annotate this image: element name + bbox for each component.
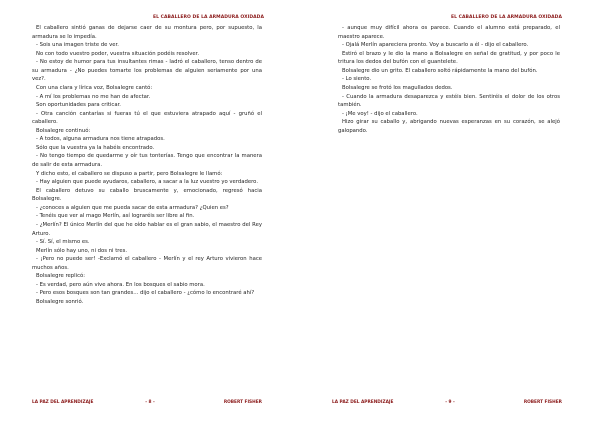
paragraph: Bolsalegre sonrió. <box>36 299 84 305</box>
page-number: - 8 - <box>145 400 155 405</box>
paragraph: - ¡Me voy! - dijo el caballero. <box>342 110 418 117</box>
paragraph: - Lo siento. <box>342 76 372 83</box>
running-header: EL CABALLERO DE LA ARMADURA OXIDADA <box>153 15 264 20</box>
paragraph: El caballero detuvo su caballo bruscamente y, emocionado, regresó hacia Bolsalegre. <box>32 187 262 203</box>
paragraph: Con una clara y lírica voz, Bolsalegre cantó: <box>36 84 153 91</box>
paragraph: Bolsalegre dio un grito. El caballero soltó rápidamente la mano del bufón. <box>342 67 538 74</box>
paragraph: Bolsalegre replicó: <box>36 273 86 280</box>
paragraph: Bolsalegre se frotó los magullados dedos. <box>342 84 453 91</box>
paragraph: Merlín sólo hay uno, ni dos ni tres. <box>36 247 128 254</box>
paragraph: - Sois una imagen triste de ver. <box>36 42 119 49</box>
paragraph: - A todos, alguna armadura nos tiene atrapados. <box>36 136 165 143</box>
footer-book-title: LA PAZ DEL APRENDIZAJE <box>32 400 94 405</box>
footer-book-title: LA PAZ DEL APRENDIZAJE <box>332 400 394 405</box>
paragraph: - Hay alguien que puede ayudaros, caballero, a sacar a la luz vuestro yo verdadero. <box>36 179 259 186</box>
paragraph: Y dicho esto, el caballero se dispuso a partir, pero Bolsalegre le llamó: <box>36 170 223 177</box>
paragraph: - Cuando la armadura desaparezca y estéis bien. Sentiréis el dolor de los otros también. <box>338 93 560 109</box>
paragraph: - A mí los problemas no me han de afectar. <box>36 93 151 100</box>
paragraph: - No tengo tiempo de quedarme y oír tus tonterías. Tengo que encontrar la manera de salir de esta armadura. <box>32 153 262 168</box>
paragraph: - Tenéis que ver al mago Merlín, así lograréis ser libre al fin. <box>36 213 195 220</box>
paragraph: Bolsalegre continuó: <box>36 127 91 134</box>
paragraph: - ¿conoces a alguien que me pueda sacar de esta armadura? ¿Quien es? <box>36 204 229 211</box>
footer-author: ROBERT FISHER <box>523 400 562 405</box>
right-page <box>300 0 600 424</box>
paragraph: - Pero esos bosques son tan grandes... dijo el caballero - ¿cómo lo encontraré ahí? <box>36 290 255 297</box>
footer-author: ROBERT FISHER <box>223 400 262 405</box>
paragraph: - Otra canción cantarías si fueras tú el que estuviera atrapado aquí - gruñó el caballero. <box>32 110 262 126</box>
paragraph: - Ojalá Merlín apareciera pronto. Voy a buscarlo a él - dijo el caballero. <box>342 42 529 49</box>
paragraph: Son oportunidades para criticar. <box>36 102 121 109</box>
page-number: - 9 - <box>445 400 455 405</box>
right-page-body <box>338 24 560 135</box>
paragraph: El caballero sintió ganas de dejarse caer de su montura pero, por supuesto, la armadura se lo impedía. <box>32 25 262 40</box>
paragraph: - ¿Merlín? El único Merlín del que he oído hablar es el gran sabio, el maestro del Rey Arturo. <box>32 221 262 237</box>
paragraph: Hizo girar su caballo y, abrigando nuevas esperanzas en su corazón, se alejó galopando. <box>338 119 560 134</box>
paragraph: - Es verdad, pero aún vive ahora. En los bosques el sabio mora. <box>36 281 205 288</box>
paragraph: Sólo que la vuestra ya la habéis encontrado. <box>36 144 155 151</box>
paragraph: - aunque muy difícil ahora os parece. Cuando el alumno está preparado, el maestro aparece. <box>338 25 560 40</box>
paragraph: Estiró el brazo y le dio la mano a Bolsalegre en señal de gratitud, y por poco le tritura los dedos del bufón con el guantelete. <box>338 50 560 66</box>
paragraph: - No estoy de humor para tus insultantes rimas - ladró el caballero, tenso dentro de su armadura - ¿No puedes tomarte los problemas de alguien seriamente por una vez?. <box>32 59 262 83</box>
running-header: EL CABALLERO DE LA ARMADURA OXIDADA <box>451 15 562 20</box>
paragraph: - Sí. Sí, el mismo es. <box>36 239 90 246</box>
paragraph: - ¡Pero no puede ser! -Exclamó el caballero - Merlín y el rey Arturo vivieron hace muchos años. <box>32 256 262 271</box>
paragraph: No con todo vuestro poder, vuestra situación podéis resolver. <box>36 50 199 57</box>
left-page-body <box>32 24 262 307</box>
